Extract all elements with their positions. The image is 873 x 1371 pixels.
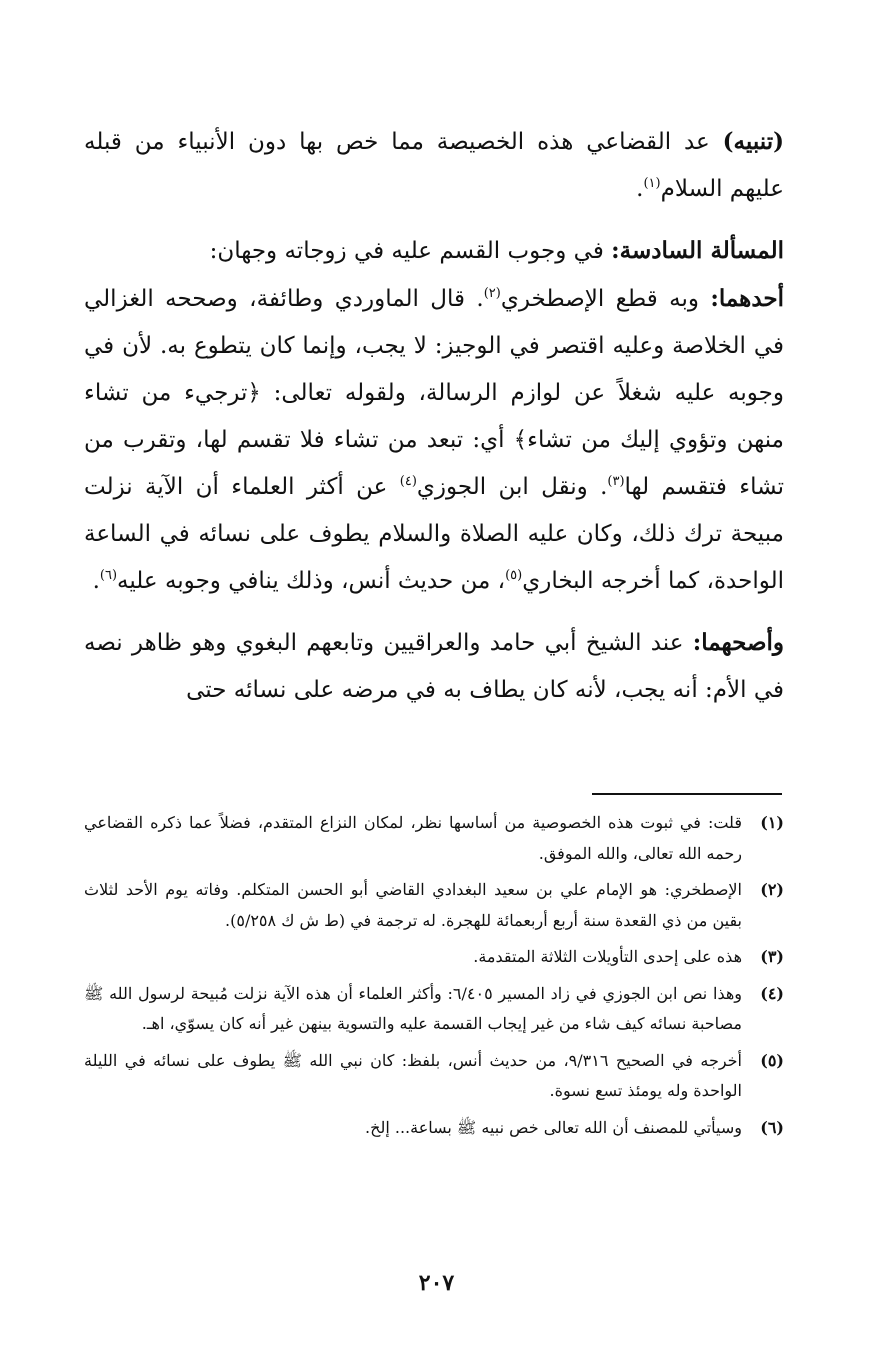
- footnote-ref-4[interactable]: (٤): [399, 474, 417, 489]
- footnote: [84, 875, 784, 936]
- issue-six-text: في وجوب القسم عليه في زوجاته وجهان:: [209, 238, 612, 264]
- first-view-text-f: .: [92, 568, 100, 594]
- sound-view-lead: وأصحهما:: [692, 629, 784, 656]
- tanbih-end: .: [636, 176, 644, 202]
- first-view-lead: أحدهما:: [710, 285, 784, 312]
- footnote-text: هذه على إحدى التأويلات الثلاثة المتقدمة.: [473, 947, 742, 966]
- footnote-text: قلت: في ثبوت هذه الخصوصية من أساسها نظر، لمكان النزاع المتقدم، فضلاً عما ذكره القضاعي رحمه الله تعالى، والله الموفق.: [84, 813, 742, 863]
- footnote: [84, 808, 784, 869]
- footnote-number: (٢): [760, 880, 784, 899]
- paragraph-tanbih: [84, 118, 784, 213]
- footnote-text: الإصطخري: هو الإمام علي بن سعيد البغدادي القاضي أبو الحسن المتكلم. وفاته يوم الأحد لثلاث بقين من ذي القعدة سنة أربع أربعمائة للهجرة. له ترجمة في (ط ش ك ٥/٢٥٨).: [84, 880, 742, 930]
- footnote-number: (٣): [760, 947, 784, 966]
- footnote-ref-6[interactable]: (٦): [99, 568, 118, 583]
- footnote-number: (٥): [760, 1050, 784, 1070]
- first-view-text-d: عن أكثر العلماء أن الآية نزلت مبيحة ترك ذلك، وكان عليه الصلاة والسلام يطوف على نسائه في الساعة الواحدة، كما أخرجه البخاري: [84, 474, 784, 594]
- paragraph-issue-six: [84, 227, 784, 275]
- footnote-ref-3[interactable]: (٣): [607, 474, 625, 489]
- footnote: [84, 1046, 784, 1107]
- footnote-ref-2[interactable]: (٢): [483, 286, 501, 301]
- footnote-number: (١): [760, 813, 784, 832]
- footnote-number: (٦): [760, 1117, 784, 1137]
- page-number: ٢٠٧: [418, 1270, 455, 1296]
- footnotes-list: [84, 808, 784, 1149]
- sound-view-text: عند الشيخ أبي حامد والعراقيين وتابعهم البغوي وهو ظاهر نصه في الأم: أنه يجب، لأنه كان يطاف به في مرضه على نسائه حتى: [84, 630, 784, 703]
- first-view-text-e: ، من حديث أنس، وذلك ينافي وجوبه عليه: [117, 568, 506, 594]
- first-view-text-c: . ونقل ابن الجوزي: [416, 474, 608, 500]
- footnote: [84, 942, 784, 973]
- footnote-ref-1[interactable]: (١): [643, 176, 661, 191]
- footnote-text: وسيأتي للمصنف أن الله تعالى خص نبيه ﷺ بساعة... إلخ.: [365, 1117, 742, 1137]
- main-text: [84, 118, 784, 714]
- paragraph-first-view: [84, 275, 784, 605]
- footnote-text: وهذا نص ابن الجوزي في زاد المسير ٦/٤٠٥: وأكثر العلماء أن هذه الآية نزلت مُبيحة لرسول الله ﷺ مصاحبة نسائه كيف شاء من غير إيجاب القسمة عليه والتسوية بينهن غير أنه كان يسوّي، اهـ.: [84, 983, 743, 1033]
- issue-six-heading: المسألة السادسة:: [611, 237, 784, 264]
- paragraph-sound-view: [84, 619, 784, 714]
- tanbih-text: عد القضاعي هذه الخصيصة مما خص بها دون الأنبياء من قبله عليهم السلام: [84, 129, 784, 202]
- first-view-text-b: . قال الماوردي وطائفة، وصححه الغزالي في الخلاصة وعليه اقتصر في الوجيز: لا يجب، وإنما كان يتطوع به. لأن في وجوبه عليه شغلاً عن لوازم الرسالة، ولقوله تعالى: ﴿ترجيء من تشاء منهن وتؤوي إليك من تشاء﴾ أي: تبعد من تشاء فلا تقسم لها، وتقرب من تشاء فتقسم لها: [84, 286, 784, 500]
- footnote-text: أخرجه في الصحيح ٩/٣١٦، من حديث أنس، بلفظ: كان نبي الله ﷺ يطوف على نسائه في الليلة الواحدة وله يومئذ تسع نسوة.: [84, 1050, 742, 1100]
- tanbih-lead: (تنبيه): [722, 128, 784, 155]
- footnote-ref-5[interactable]: (٥): [505, 568, 523, 583]
- footnote-separator: [592, 793, 782, 795]
- footnote: [84, 979, 784, 1040]
- first-view-text-a: وبه قطع الإصطخري: [500, 286, 711, 312]
- footnote: [84, 1113, 784, 1144]
- footnote-number: (٤): [760, 983, 784, 1003]
